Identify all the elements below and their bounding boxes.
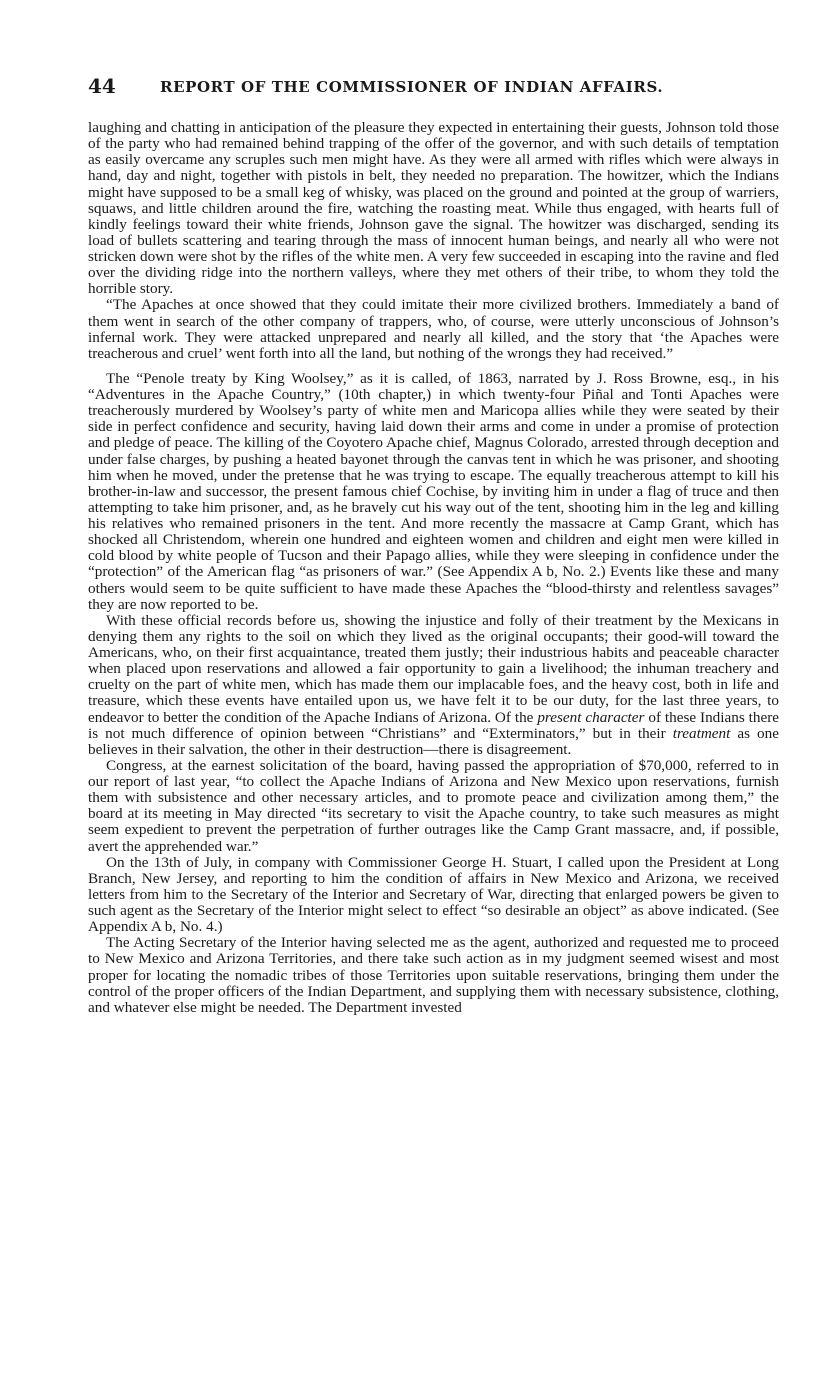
italic-phrase: present character bbox=[537, 708, 645, 726]
paragraph-text: as one believes in their salvation, the other in their destruction—there is disagreement. bbox=[88, 724, 779, 758]
paragraph bbox=[88, 613, 779, 758]
paragraph-text: With these official records before us, showing the injustice and folly of their treatment by the Mexicans in denying them any rights to the soil on which they lived as the original occupants; their good-will toward the Americans, who, on their first acquaintance, treated them justly; their industrious habits and peaceable character when placed upon reservations and allowed a fair opportunity to gain a livelihood; the inhuman treachery and cruelty on the part of white men, which has made them our implacable foes, and the heavy cost, both in life and treasure, which these events have entailed upon us, we have felt it to be our duty, for the last three years, to endeavor to better the condition of the Apache Indians of Arizona. Of the bbox=[88, 611, 779, 726]
paragraph: On the 13th of July, in company with Commissioner George H. Stuart, I called upon the President at Long Branch, New Jersey, and reporting to him the condition of affairs in New Mexico and Arizona, we received letters from him to the Secretary of the Interior and Secretary of War, directing that enlarged powers be given to such agent as the Secretary of the Interior might select to effect “so desirable an object” as above indicated. (See Appendix A b, No. 4.) bbox=[88, 853, 779, 936]
body-text bbox=[88, 120, 779, 1016]
page-number: 44 bbox=[88, 74, 116, 98]
paragraph: The Acting Secretary of the Interior having selected me as the agent, authorized and requested me to proceed to New Mexico and Arizona Territories, and there take such action as in my judgment seemed wisest and most proper for locating the nomadic tribes of those Territories upon suitable reservations, bringing them under the control of the proper officers of the Indian Department, and supplying them with necessary subsistence, clothing, and whatever else might be needed. The Department invested bbox=[88, 934, 779, 1016]
page-header bbox=[88, 74, 728, 104]
running-title: REPORT OF THE COMMISSIONER OF INDIAN AFFAIRS. bbox=[160, 78, 664, 96]
paragraph: The “Penole treaty by King Woolsey,” as it is called, of 1863, narrated by J. Ross Browne, esq., in his “Adventures in the Apache Country,” (10th chapter,) in which twenty-four Piñal and Tonti Apaches were treacherously murdered by Woolsey’s party of white men and Maricopa allies while they were seated by their side in perfect confidence and security, having laid down their arms and come in under a promise of protection and pledge of peace. The killing of the Coyotero Apache chief, Magnus Colorado, arrested through deception and under false charges, by pushing a heated bayonet through the canvas tent in which he was prisoner, and shooting him when he moved, under the pretense that he was trying to escape. The equally treacherous attempt to kill his brother-in-law and successor, the present famous chief Cochise, by inviting him in under a flag of truce and then attempting to take him prisoner, and, as he bravely cut his way out of the tent, shooting him in the leg and killing his relatives who remained prisoners in the tent. And more recently the massacre at Camp Grant, which has shocked all Christendom, wherein one hundred and eighteen women and children and eight men were killed in cold blood by white people of Tucson and their Papago allies, while they were sleeping in confidence under the “protection” of the American flag “as prisoners of war.” (See Appendix A b, No. 2.) Events like these and many others would seem to be quite sufficient to have made these Apaches the “blood-thirsty and relentless savages” they are now reported to be. bbox=[88, 369, 779, 613]
paragraph-text: of these Indians there is not much difference of opinion between “Christians” and “Exterminators,” but in their bbox=[88, 708, 779, 742]
italic-phrase: treatment bbox=[672, 724, 731, 742]
paragraph: laughing and chatting in anticipation of the pleasure they expected in entertaining their guests, Johnson told those of the party who had remained behind trapping of the offer of the governor, and with such details of temptation as easily overcame any scruples such men might have. As they were all armed with rifles which were always in hand, day and night, together with pistols in belt, they needed no preparation. The howitzer, which the Indians might have supposed to be a small keg of whisky, was placed on the ground and pointed at the group of warriers, squaws, and little children around the fire, watching the roasting meat. While thus engaged, with hearts full of kindly feelings toward their white friends, Johnson gave the signal. The howitzer was discharged, sending its load of bullets scattering and tearing through the mass of innocent human beings, and nearly all who were not stricken down were shot by the rifles of the white men. A very few succeeded in escaping into the ravine and fled over the dividing ridge into the northern valleys, where they met others of their tribe, to whom they told the horrible story. bbox=[88, 119, 779, 298]
paragraph: “The Apaches at once showed that they could imitate their more civilized brothers. Immediately a band of them went in search of the other company of trappers, who, of course, were utterly unconscious of Johnson’s infernal work. They were attacked unprepared and nearly all killed, and the story that ‘the Apaches were treacherous and cruel’ went forth into all the land, but nothing of the wrongs they had received.” bbox=[88, 296, 779, 362]
paragraph: Congress, at the earnest solicitation of the board, having passed the appropriation of $70,000, referred to in our report of last year, “to collect the Apache Indians of Arizona and New Mexico upon reservations, furnish them with subsistence and other necessary articles, and to promote peace and civilization among them,” the board at its meeting in May directed “its secretary to visit the Apache country, to take such measures as might seem expedient to prevent the perpetration of further outrages like the Camp Grant massacre, and, if possible, avert the apprehended war.” bbox=[88, 756, 779, 855]
